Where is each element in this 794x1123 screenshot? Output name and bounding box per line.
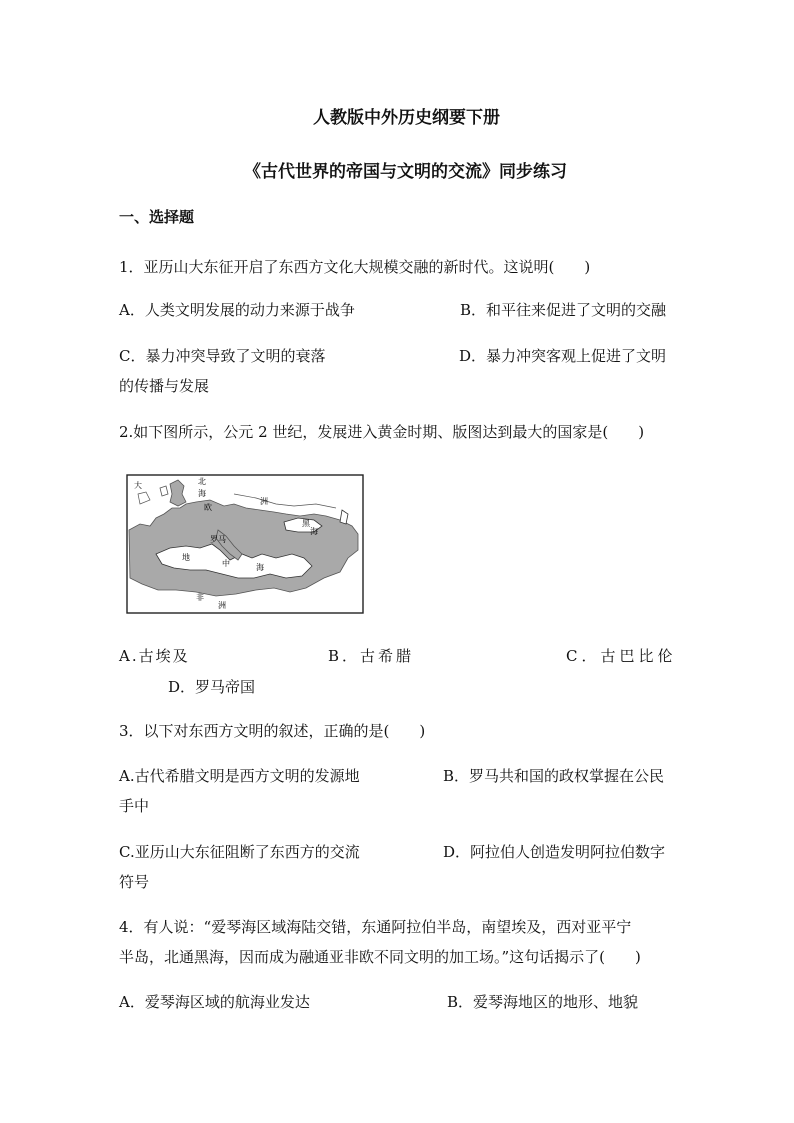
question-2-stem: 2.如下图所示，公元 2 世纪，发展进入黄金时期、版图达到最大的国家是( ) (119, 423, 645, 441)
question-4-option-b: B．爱琴海地区的地形、地貌 (447, 993, 639, 1011)
question-2-option-c: C．古巴比伦 (566, 647, 677, 665)
question-3-stem: 3．以下对东西方文明的叙述，正确的是( ) (119, 722, 426, 740)
question-3-option-d-cont: 符号 (119, 873, 150, 891)
question-2-option-d: D．罗马帝国 (168, 678, 256, 696)
question-2-option-a: A.古埃及 (119, 647, 190, 665)
page-subtitle: 《古代世界的帝国与文明的交流》同步练习 (244, 162, 567, 182)
map-label: 海 (256, 563, 264, 572)
question-3-option-b: B．罗马共和国的政权掌握在公民 (443, 767, 665, 785)
map-label: 海 (198, 489, 206, 498)
map-label: 中 (222, 559, 230, 568)
question-4-option-a: A．爱琴海区域的航海业发达 (119, 993, 310, 1011)
question-1-option-d: D．暴力冲突客观上促进了文明 (459, 347, 667, 365)
question-1-option-b: B．和平往来促进了文明的交融 (460, 301, 667, 319)
question-2-option-b: B．古希腊 (328, 647, 415, 665)
section-heading: 一、选择题 (119, 208, 195, 226)
question-4-stem: 4．有人说：“爱琴海区域海陆交错，东通阿拉伯半岛，南望埃及，西对亚平宁 (119, 918, 632, 936)
question-1-option-c: C．暴力冲突导致了文明的衰落 (119, 347, 326, 365)
map-label: 北 (198, 477, 206, 486)
question-3-option-d: D．阿拉伯人创造发明阿拉伯数字 (443, 843, 666, 861)
question-1-option-a: A．人类文明发展的动力来源于战争 (119, 301, 355, 319)
map-label: 地 (182, 553, 190, 562)
map-label: 洲 (218, 601, 226, 610)
question-3-option-a: A.古代希腊文明是西方文明的发源地 (119, 767, 360, 785)
map-label: 欧 (204, 503, 212, 512)
map-label: 海 (310, 527, 318, 536)
question-1-option-d-cont: 的传播与发展 (119, 377, 210, 395)
question-3-option-c: C.亚历山大东征阻断了东西方的交流 (119, 843, 360, 861)
map-label: 非 (196, 593, 204, 602)
map-label: 大 (134, 481, 142, 490)
map-label: 洲 (260, 497, 268, 506)
page-title: 人教版中外历史纲要下册 (313, 108, 500, 128)
question-4-stem-cont: 半岛，北通黑海，因而成为融通亚非欧不同文明的加工场。”这句话揭示了( ) (119, 948, 641, 966)
question-1-stem: 1．亚历山大东征开启了东西方文化大规模交融的新时代。这说明( ) (119, 258, 591, 276)
map-label: 黑 (302, 519, 310, 528)
roman-empire-map (126, 474, 364, 614)
question-3-option-b-cont: 手中 (119, 797, 150, 815)
map-label: 罗马 (210, 535, 226, 544)
